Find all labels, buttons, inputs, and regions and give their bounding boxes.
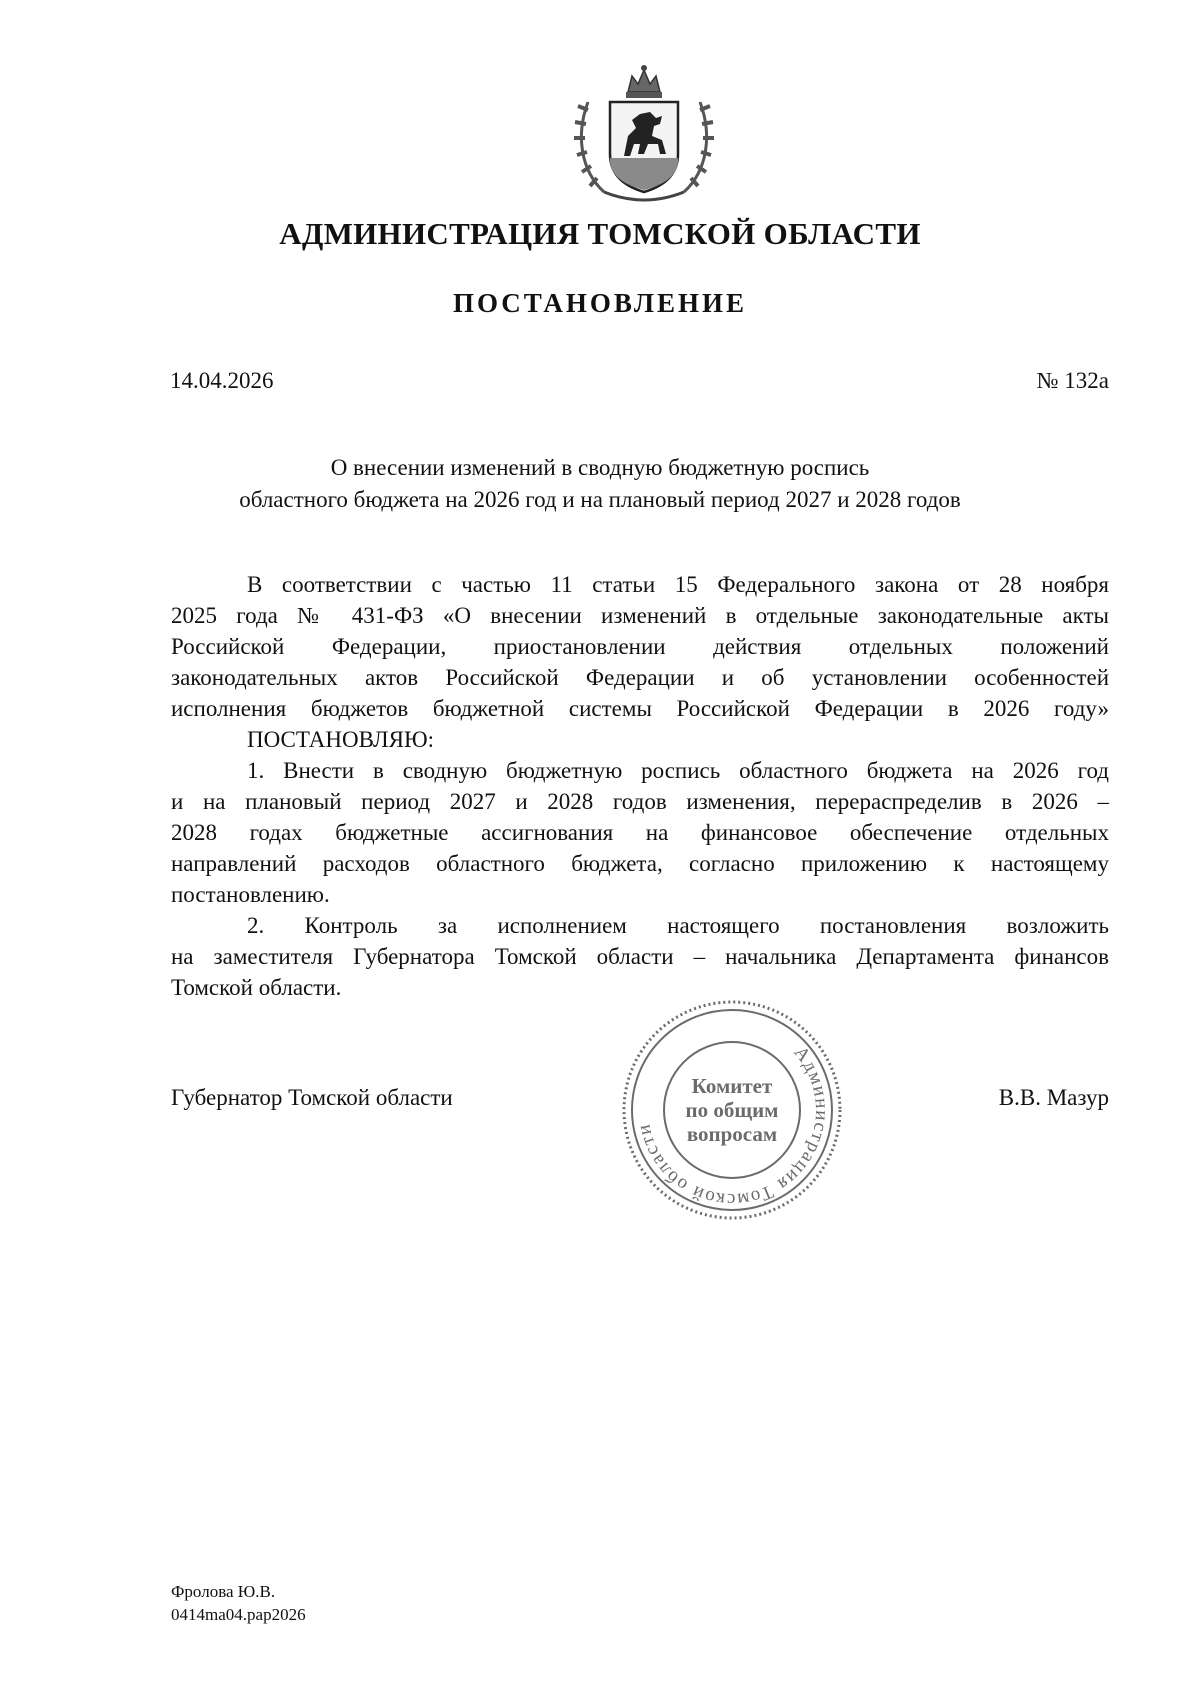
document-body (171, 569, 1109, 1003)
signer-title: Губернатор Томской области (171, 1085, 453, 1110)
stamp-center-line: по общим (685, 1098, 779, 1122)
body-line: исполнения бюджетов бюджетной системы Российской Федерации в 2026 году» (171, 696, 1109, 721)
body-line: направлений расходов областного бюджета, согласно приложению к настоящему (171, 851, 1109, 876)
body-line: 1. Внести в сводную бюджетную роспись областного бюджета на 2026 год (247, 758, 1109, 783)
decree-word: ПОСТАНОВЛЯЮ: (247, 727, 435, 752)
body-line: Томской области. (171, 975, 342, 1000)
subject-line: О внесении изменений в сводную бюджетную роспись (330, 455, 870, 480)
tomsk-region-coat-of-arms-icon (566, 62, 722, 210)
official-stamp (617, 995, 847, 1225)
organization-title: АДМИНИСТРАЦИЯ ТОМСКОЙ ОБЛАСТИ (279, 216, 921, 251)
body-line: законодательных актов Российской Федерации и об установлении особенностей (171, 665, 1109, 690)
document-type: ПОСТАНОВЛЕНИЕ (452, 288, 748, 318)
stamp-center-line: вопросам (686, 1122, 778, 1146)
document-subject (150, 452, 1050, 516)
stamp-center-line: Комитет (691, 1074, 773, 1098)
executor-name: Фролова Ю.В. (171, 1582, 276, 1601)
stamp-ring-text: Администрация Томской области (633, 1042, 833, 1211)
body-line: 2. Контроль за исполнением настоящего постановления возложить (247, 913, 1109, 938)
body-line: и на плановый период 2027 и 2028 годов изменения, перераспределив в 2026 – (171, 789, 1109, 814)
executor-block (171, 1580, 306, 1626)
body-line: В соответствии с частью 11 статьи 15 Федерального закона от 28 ноября (247, 572, 1109, 597)
document-number: № 132а (1036, 368, 1109, 393)
body-line: постановлению. (171, 882, 330, 907)
signer-name: В.В. Мазур (998, 1085, 1109, 1110)
subject-line: областного бюджета на 2026 год и на плановый период 2027 и 2028 годов (239, 487, 961, 512)
body-line: Российской Федерации, приостановлении действия отдельных положений (171, 634, 1109, 659)
body-line: на заместителя Губернатора Томской области – начальника Департамента финансов (171, 944, 1109, 969)
document-date: 14.04.2026 (170, 368, 274, 393)
executor-file-code: 0414ma04.pap2026 (171, 1605, 306, 1624)
body-line: 2025 года № 431-ФЗ «О внесении изменений в отдельные законодательные акты (171, 603, 1109, 628)
body-line: 2028 годах бюджетные ассигнования на финансовое обеспечение отдельных (171, 820, 1109, 845)
